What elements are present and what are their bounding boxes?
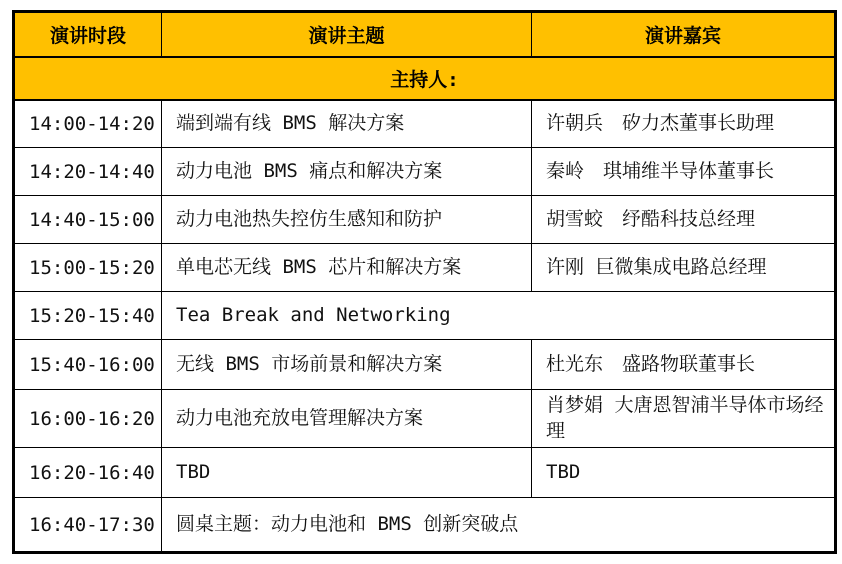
agenda-table [12,10,837,554]
time-cell: 15:20-15:40 [14,292,162,340]
topic-cell: Tea Break and Networking [162,292,836,340]
topic-cell: 单电芯无线 BMS 芯片和解决方案 [162,244,532,292]
time-cell: 16:40-17:30 [14,498,162,553]
time-cell: 16:20-16:40 [14,448,162,498]
guest-cell: TBD [532,448,836,498]
header-row [14,12,836,57]
topic-cell: 无线 BMS 市场前景和解决方案 [162,340,532,390]
time-cell: 14:00-14:20 [14,100,162,148]
table-row [14,292,836,340]
header-cell-guest: 演讲嘉宾 [532,12,836,57]
topic-cell: 圆桌主题：动力电池和 BMS 创新突破点 [162,498,836,553]
moderator-label: 主持人: [14,57,836,100]
time-cell: 14:20-14:40 [14,148,162,196]
guest-cell: 杜光东 盛路物联董事长 [532,340,836,390]
topic-cell: 动力电池热失控仿生感知和防护 [162,196,532,244]
header-cell-time: 演讲时段 [14,12,162,57]
guest-cell: 肖梦娟 大唐恩智浦半导体市场经理 [532,390,836,448]
table-row [14,148,836,196]
header-cell-topic: 演讲主题 [162,12,532,57]
moderator-row [14,57,836,100]
table-row [14,340,836,390]
time-cell: 14:40-15:00 [14,196,162,244]
agenda-container [12,10,837,554]
table-row [14,244,836,292]
table-row [14,100,836,148]
table-row [14,196,836,244]
guest-cell: 许朝兵 矽力杰董事长助理 [532,100,836,148]
table-row [14,448,836,498]
guest-cell: 秦岭 琪埔维半导体董事长 [532,148,836,196]
time-cell: 16:00-16:20 [14,390,162,448]
time-cell: 15:40-16:00 [14,340,162,390]
topic-cell: TBD [162,448,532,498]
time-cell: 15:00-15:20 [14,244,162,292]
table-row [14,498,836,553]
guest-cell: 许刚 巨微集成电路总经理 [532,244,836,292]
table-row [14,390,836,448]
guest-cell: 胡雪蛟 纾酷科技总经理 [532,196,836,244]
topic-cell: 动力电池 BMS 痛点和解决方案 [162,148,532,196]
topic-cell: 动力电池充放电管理解决方案 [162,390,532,448]
topic-cell: 端到端有线 BMS 解决方案 [162,100,532,148]
